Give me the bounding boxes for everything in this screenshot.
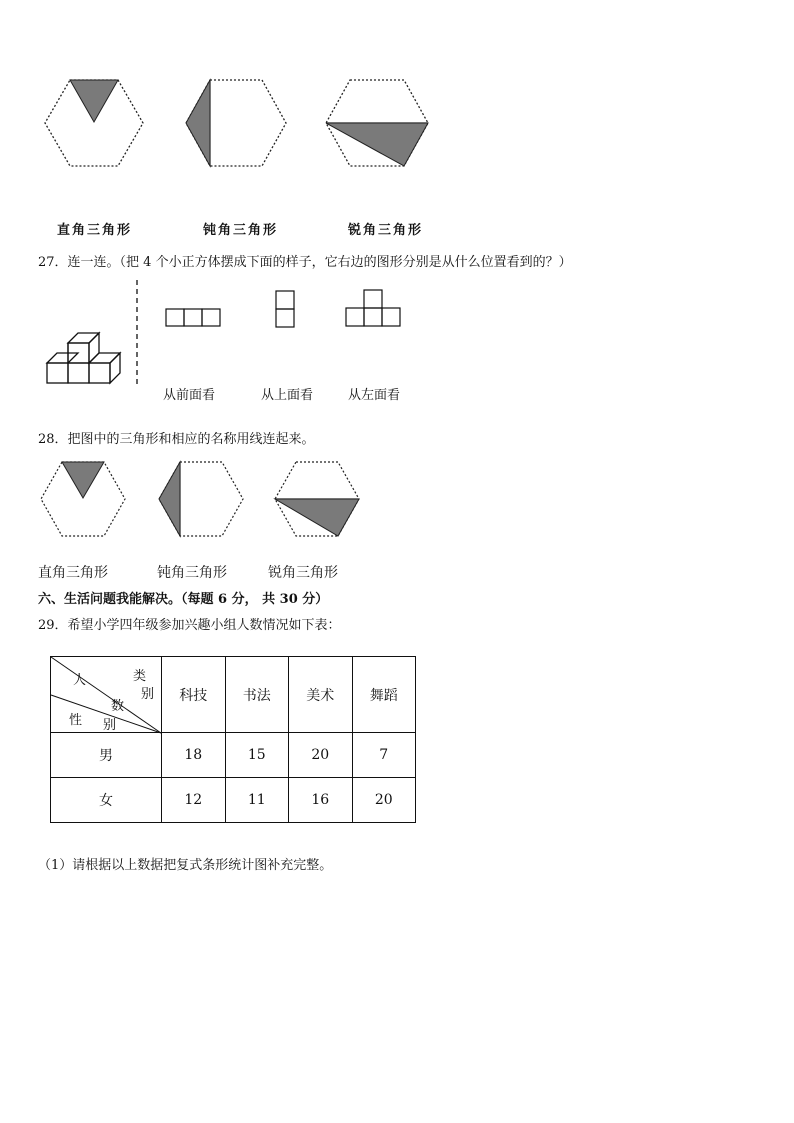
corner-top-left: 人 <box>73 673 87 688</box>
q28-label-obtuse: 钝角三角形 <box>157 565 227 581</box>
cube-stack <box>47 333 120 383</box>
left-view-shape <box>346 290 400 326</box>
table-header-row <box>51 657 416 733</box>
hexagon-obtuse-triangle <box>186 80 286 166</box>
q28-hexagon-figure <box>0 455 794 555</box>
q28-text: 28．把图中的三角形和相应的名称用线连起来。 <box>38 432 315 447</box>
row-label-female: 女 <box>51 778 162 823</box>
cell-male-dance: 7 <box>352 733 416 778</box>
top-hexagon-figure <box>0 0 794 200</box>
cell-male-art: 20 <box>289 733 353 778</box>
cell-female-calligraphy: 11 <box>225 778 289 823</box>
col-header-art: 美术 <box>289 657 353 733</box>
q28-hexagon-obtuse <box>159 462 243 536</box>
cell-female-tech: 12 <box>162 778 226 823</box>
front-view-shape <box>166 309 220 326</box>
top-label-right: 直角三角形 <box>57 223 133 238</box>
cell-female-dance: 20 <box>352 778 416 823</box>
table-row <box>51 733 416 778</box>
col-header-calligraphy: 书法 <box>225 657 289 733</box>
q29-text: 29．希望小学四年级参加兴趣小组人数情况如下表： <box>38 618 341 633</box>
top-label-obtuse: 钝角三角形 <box>203 223 279 238</box>
q27-text: 27．连一连。（把 4 个小正方体摆成下面的样子，它右边的图形分别是从什么位置看到的？） <box>38 255 572 270</box>
corner-bottom-left: 性 <box>69 713 83 728</box>
hexagon-right-triangle <box>45 80 143 166</box>
interest-group-table <box>50 656 416 823</box>
row-label-male: 男 <box>51 733 162 778</box>
q29-sub1: （1）请根据以上数据把复式条形统计图补充完整。 <box>38 858 333 873</box>
cell-female-art: 16 <box>289 778 353 823</box>
corner-mid-1: 数 <box>111 699 125 714</box>
cell-male-tech: 18 <box>162 733 226 778</box>
view-label-top: 从上面看 <box>261 388 314 403</box>
view-label-left: 从左面看 <box>348 388 401 403</box>
q28-hexagon-right <box>41 462 125 536</box>
corner-mid-2: 别 <box>103 718 117 733</box>
q28-label-right: 直角三角形 <box>38 565 108 581</box>
hexagon-acute-triangle <box>326 80 428 166</box>
top-view-shape <box>276 291 294 327</box>
q28-label-acute: 锐角三角形 <box>268 565 338 581</box>
corner-top-right-1: 类 <box>133 669 147 684</box>
cell-male-calligraphy: 15 <box>225 733 289 778</box>
table-corner-cell <box>51 657 162 733</box>
table-row <box>51 778 416 823</box>
view-label-front: 从前面看 <box>163 388 216 403</box>
col-header-tech: 科技 <box>162 657 226 733</box>
section6-title: 六、生活问题我能解决。（每题 6 分， 共 30 分） <box>38 592 329 607</box>
corner-top-right-2: 别 <box>141 687 155 702</box>
top-label-acute: 锐角三角形 <box>348 223 424 238</box>
q28-hexagon-acute <box>275 462 359 536</box>
col-header-dance: 舞蹈 <box>352 657 416 733</box>
